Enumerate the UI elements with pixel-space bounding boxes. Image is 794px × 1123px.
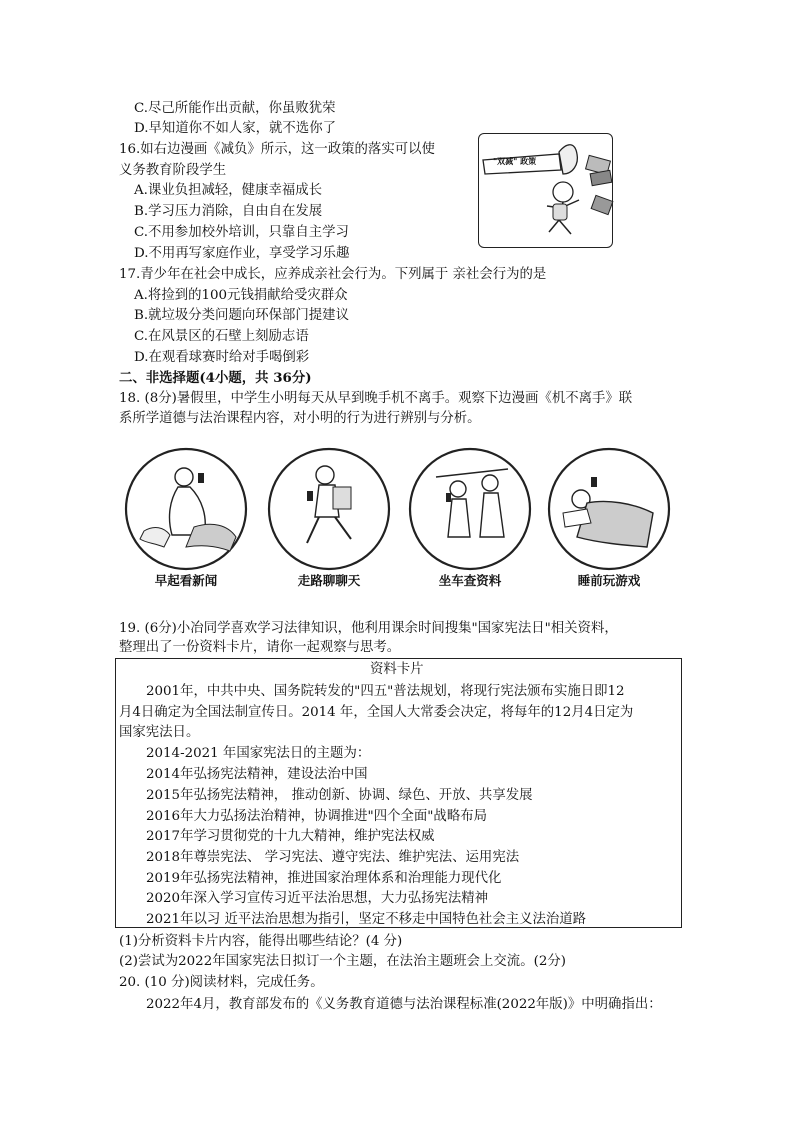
- q19-sub2: (2)尝试为2022年国家宪法日拟订一个主题，在法治主题班会上交流。(2分): [119, 954, 566, 969]
- comic-panel-1: [124, 447, 248, 571]
- q20-line1: 20. (10 分)阅读材料，完成任务。: [119, 975, 324, 990]
- q15-option-c: C.尽己所能作出贡献，你虽败犹荣: [134, 101, 336, 116]
- card-theme-2015: 2015年弘扬宪法精神， 推动创新、协调、绿色、开放、共享发展: [146, 788, 533, 803]
- card-theme-2021: 2021年以习 近平法治思想为指引，坚定不移走中国特色社会主义法治道路: [146, 912, 587, 927]
- q18-line2: 系所学道德与法治课程内容，对小明的行为进行辨别与分析。: [119, 411, 481, 426]
- q15-option-d: D.早知道你不如人家，就不选你了: [134, 121, 336, 136]
- q19-line2: 整理出了一份资料卡片，请你一起观察与思考。: [119, 640, 401, 655]
- cartoon-illustration: [479, 134, 614, 249]
- q16-option-b: B.学习压力消除，自由自在发展: [134, 204, 323, 219]
- q16-cartoon-jianfu: [478, 133, 613, 248]
- q17-stem: 17.青少年在社会中成长，应养成亲社会行为。下列属于 亲社会行为的是: [119, 267, 547, 282]
- q17-option-a: A.将捡到的100元钱捐献给受灾群众: [134, 288, 348, 303]
- comic-caption-1: 早起看新闻: [154, 573, 218, 588]
- card-theme-2016: 2016年大力弘扬法治精神，协调推进"四个全面"战略布局: [146, 809, 487, 824]
- card-theme-2019: 2019年弘扬宪法精神，推进国家治理体系和治理能力现代化: [146, 871, 502, 886]
- q18-line1: 18. (8分)暑假里，中学生小明每天从早到晚手机不离手。观察下边漫画《机不离手》联: [119, 391, 633, 406]
- card-theme-2018: 2018年尊崇宪法、 学习宪法、遵守宪法、维护宪法、运用宪法: [146, 850, 520, 865]
- q16-option-a: A.课业负担减轻，健康幸福成长: [134, 183, 323, 198]
- card-theme-2017: 2017年学习贯彻党的十九大精神，维护宪法权威: [146, 829, 435, 844]
- q19-line1: 19. (6分)小冶同学喜欢学习法律知识，他利用课余时间搜集"国家宪法日"相关资料，: [119, 621, 618, 636]
- q17-option-c: C.在风景区的石壁上刻励志语: [134, 329, 309, 344]
- card-para-line1: 2001年，中共中央、国务院转发的"四五"普法规划，将现行宪法颁布实施日即12: [146, 684, 625, 699]
- card-para-line3: 国家宪法日。: [119, 725, 200, 740]
- comic-caption-3: 坐车查资料: [438, 573, 502, 588]
- card-themes-heading: 2014-2021 年国家宪法日的主题为：: [146, 746, 371, 761]
- q16-stem-line1: 16.如右边漫画《减负》所示，这一政策的落实可以使: [119, 142, 435, 157]
- cartoon-label: "双减" 政策: [493, 157, 537, 166]
- card-title: 资料卡片: [370, 662, 424, 677]
- q19-sub1: (1)分析资料卡片内容，能得出哪些结论？(4 分): [119, 934, 403, 949]
- card-theme-2020: 2020年深入学习宣传习近平法治思想，大力弘扬宪法精神: [146, 891, 489, 906]
- q16-option-d: D.不用再写家庭作业，享受学习乐趣: [134, 246, 350, 261]
- section-heading: 二、非选择题(4小题，共 36分): [119, 370, 312, 386]
- q16-option-c: C.不用参加校外培训，只靠自主学习: [134, 225, 349, 240]
- comic-panel-4: [547, 447, 671, 571]
- q20-line2: 2022年4月，教育部发布的《义务教育道德与法治课程标准(2022年版)》中明确指出：: [146, 997, 662, 1012]
- q17-option-d: D.在观看球赛时给对手喝倒彩: [134, 350, 310, 365]
- q16-stem-line2: 义务教育阶段学生: [119, 163, 227, 178]
- comic-caption-2: 走路聊聊天: [297, 573, 361, 588]
- comic-panel-3: [408, 447, 532, 571]
- comic-panel-2: [267, 447, 391, 571]
- comic-caption-4: 睡前玩游戏: [577, 573, 641, 588]
- card-theme-2014: 2014年弘扬宪法精神，建设法治中国: [146, 767, 368, 782]
- card-para-line2: 月4日确定为全国法制宣传日。2014 年，全国人大常委会决定，将每年的12月4日定为: [119, 705, 634, 720]
- q17-option-b: B.就垃圾分类问题向环保部门提建议: [134, 308, 349, 323]
